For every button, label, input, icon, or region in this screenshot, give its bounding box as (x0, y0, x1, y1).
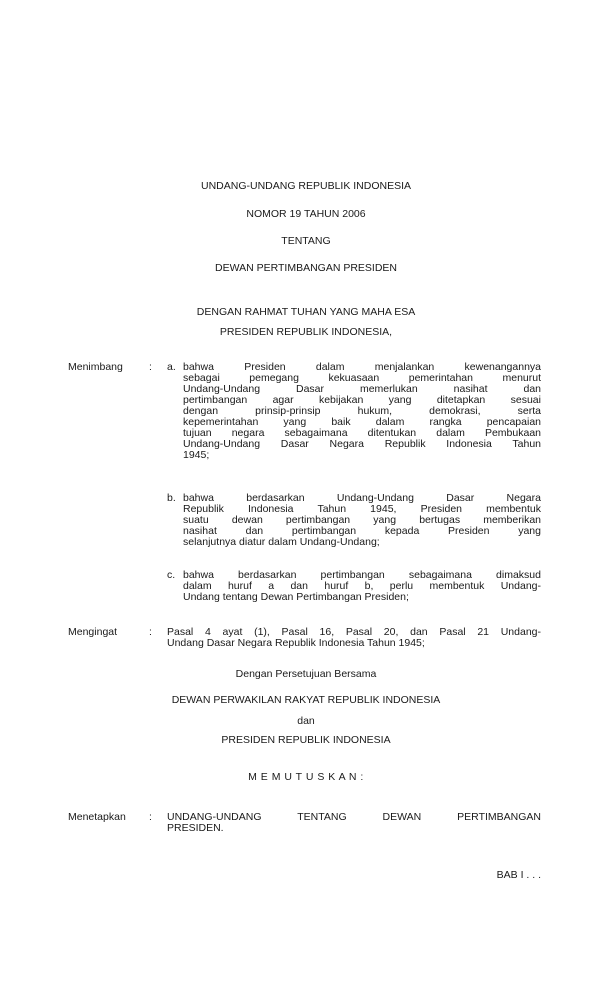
text-line: Undang Dasar Negara Republik Indonesia Tahun 1945; (167, 637, 425, 649)
item-c-text (183, 570, 541, 603)
text-line: Undang-Undang Dasar Negara Republik Indonesia Tahun (183, 438, 541, 450)
approval-line: Dengan Persetujuan Bersama (235, 668, 377, 680)
mengingat-colon: : (149, 626, 152, 638)
text-line: bahwa berdasarkan pertimbangan sebagaimana dimaksud (183, 569, 541, 581)
menimbang-label: Menimbang (68, 361, 123, 373)
menimbang-colon: : (149, 361, 152, 373)
text-line: suatu dewan pertimbangan yang bertugas memberikan (183, 514, 541, 526)
mengingat-text (167, 627, 541, 649)
text-line: Undang tentang Dewan Pertimbangan Presiden; (183, 591, 409, 603)
item-b-marker: b. (167, 492, 176, 504)
memutuskan-heading: M E M U T U S K A N : (248, 771, 364, 783)
text-line: Undang-Undang Dasar memerlukan nasihat dan (183, 383, 541, 395)
menetapkan-label: Menetapkan (68, 811, 126, 823)
text-line: sebagai pemegang kekuasaan pemerintahan menurut (183, 372, 541, 384)
text-line: selanjutnya diatur dalam Undang-Undang; (183, 536, 380, 548)
text-line: UNDANG-UNDANG TENTANG DEWAN PERTIMBANGAN (167, 811, 541, 823)
text-line: PRESIDEN. (167, 822, 224, 834)
preamble-line-1: DENGAN RAHMAT TUHAN YANG MAHA ESA (196, 306, 416, 318)
text-line: kepemerintahan yang baik dalam rangka pencapaian (183, 416, 541, 428)
text-line: dengan prinsip-prinsip hukum, demokrasi, serta (183, 405, 541, 417)
text-line: Pasal 4 ayat (1), Pasal 16, Pasal 20, dan Pasal 21 Undang- (167, 626, 541, 638)
law-number: NOMOR 19 TAHUN 2006 (246, 208, 366, 220)
and-line: dan (297, 715, 315, 727)
text-line: 1945; (183, 449, 210, 461)
president-line: PRESIDEN REPUBLIK INDONESIA (221, 734, 391, 746)
text-line: bahwa berdasarkan Undang-Undang Dasar Negara (183, 492, 541, 504)
text-line: tujuan negara sebagaimana ditentukan dalam Pembukaan (183, 427, 541, 439)
menetapkan-text (167, 812, 541, 834)
item-c-marker: c. (167, 569, 176, 581)
text-line: dalam huruf a dan huruf b, perlu membentuk Undang- (183, 580, 541, 592)
next-page-indicator: BAB I . . . (496, 869, 541, 881)
item-a-text (183, 362, 541, 461)
text-line: pertimbangan agar kebijakan yang ditetapkan sesuai (183, 394, 541, 406)
mengingat-label: Mengingat (68, 626, 118, 638)
dpr-line: DEWAN PERWAKILAN RAKYAT REPUBLIK INDONESIA (171, 694, 441, 706)
preamble-line-2: PRESIDEN REPUBLIK INDONESIA, (219, 326, 393, 338)
text-line: bahwa Presiden dalam menjalankan kewenangannya (183, 361, 541, 373)
law-subject: DEWAN PERTIMBANGAN PRESIDEN (214, 262, 398, 274)
menetapkan-colon: : (149, 811, 152, 823)
law-about: TENTANG (281, 235, 331, 247)
law-title: UNDANG-UNDANG REPUBLIK INDONESIA (200, 180, 412, 192)
text-line: Republik Indonesia Tahun 1945, Presiden membentuk (183, 503, 541, 515)
item-a-marker: a. (167, 361, 176, 373)
text-line: nasihat dan pertimbangan kepada Presiden yang (183, 525, 541, 537)
item-b-text (183, 493, 541, 548)
